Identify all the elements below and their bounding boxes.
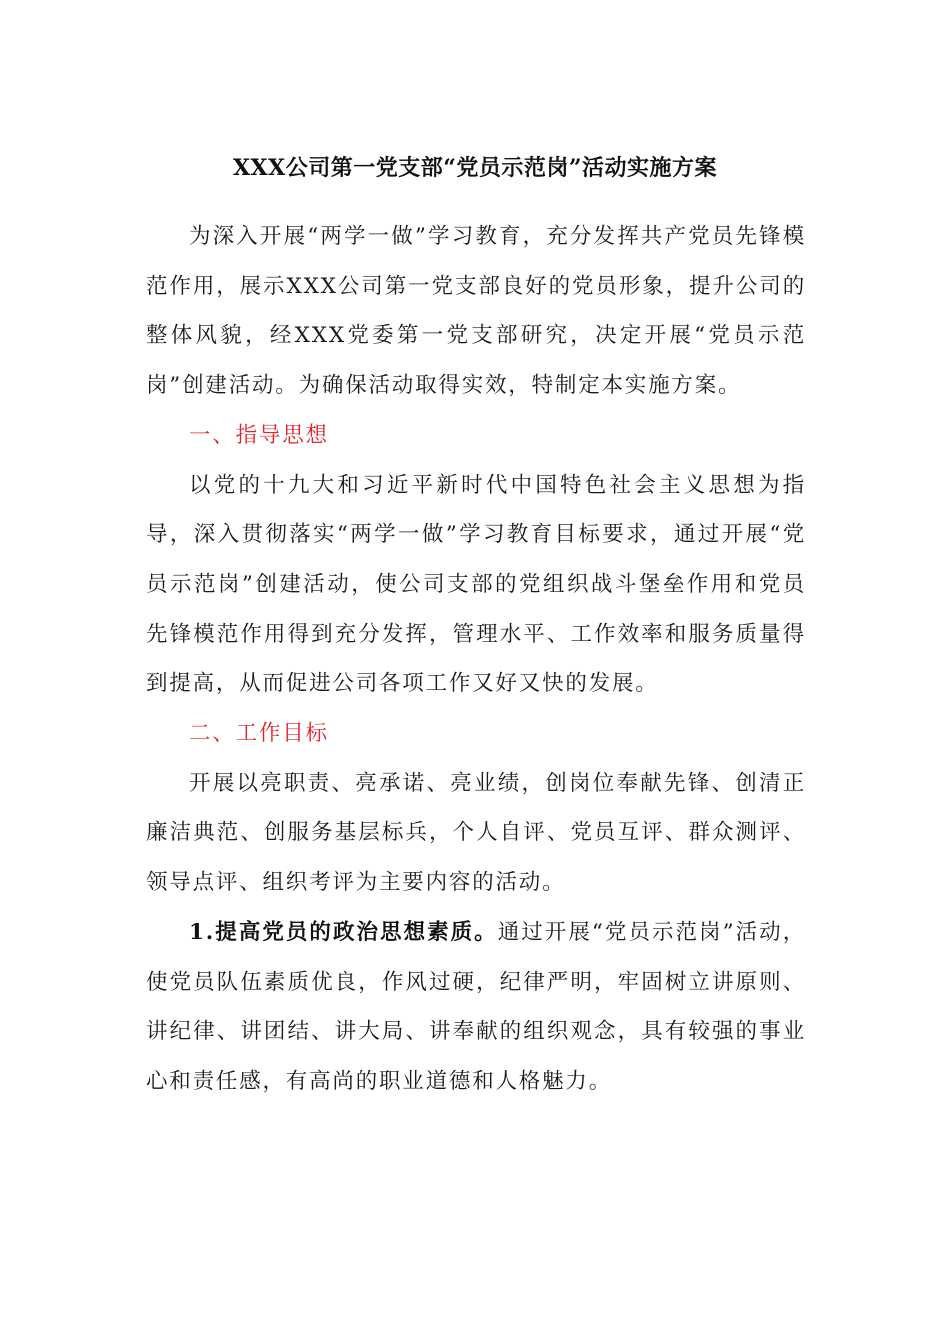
work-goal-item-1-text: 通过开展“党员示范岗”活动，使党员队伍素质优良，作风过硬，纪律严明，牢固树立讲原则、讲纪律、讲团结、讲大局、讲奉献的组织观念，具有较强的事业心和责任感，有高尚的职业道德和人格魅力。 — [146, 919, 806, 1094]
work-goal-item-1 — [146, 908, 806, 1107]
work-goals-paragraph: 开展以亮职责、亮承诺、亮业绩，创岗位奉献先锋、创清正廉洁典范、创服务基层标兵，个人自评、党员互评、群众测评、领导点评、组织考评为主要内容的活动。 — [146, 770, 806, 896]
document-body — [146, 212, 806, 1107]
guiding-ideology-paragraph: 以党的十九大和习近平新时代中国特色社会主义思想为指导，深入贯彻落实“两学一做”学习教育目标要求，通过开展“党员示范岗”创建活动，使公司支部的党组织战斗堡垒作用和党员先锋模范作用得到充分发挥，管理水平、工作效率和服务质量得到提高，从而促进公司各项工作又好又快的发展。 — [146, 472, 806, 697]
section-heading-guiding-ideology: 一、指导思想 — [189, 422, 329, 448]
work-goal-item-1-lead: 1.提高党员的政治思想素质。 — [189, 919, 498, 945]
section-heading-work-goals: 二、工作目标 — [189, 721, 329, 747]
intro-paragraph: 为深入开展“两学一做”学习教育，充分发挥共产党员先锋模范作用，展示XXX公司第一党支部良好的党员形象，提升公司的整体风貌，经XXX党委第一党支部研究，决定开展“党员示范岗”创建活动。为确保活动取得实效，特制定本实施方案。 — [146, 224, 806, 399]
document-title: XXX公司第一党支部“党员示范岗”活动实施方案 — [232, 155, 718, 181]
